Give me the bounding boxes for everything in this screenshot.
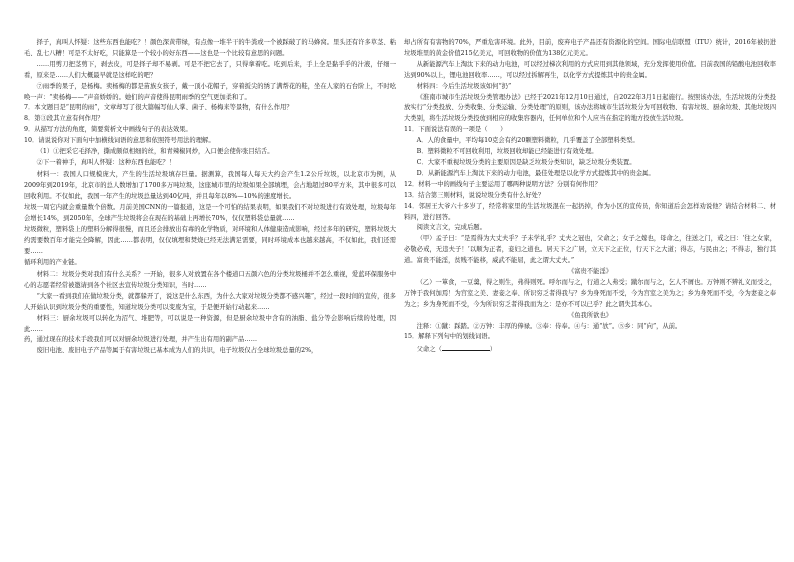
- material-4-paragraph: 《淮南市城市生活垃圾分类管理办法》已经于2021年12月10日通过，自2022年3月1日起施行。按照该办法，生活垃圾的分类投放实行“分类投放、分类收集、分类运输、分类处理”的原则，该办法将城市生活垃圾分为可回收物、有害垃圾、厨余垃圾、其他垃圾四大类别，将生活垃圾分类投放到相应的收集容器内，任何单位和个人应当在指定的地方投放生活垃圾。: [404, 93, 776, 123]
- question-14: 14．邻居王大爷六十多岁了，经常将家里的生活垃圾混在一起扔掉，作为小区的宣传员，你知道后会怎样劝说他？请结合材料二、材料四，进行回答。: [404, 202, 776, 221]
- material-1-paragraph: 材料一：我国人口规模庞大，产生的生活垃圾填存巨量。据测算，我国每人每天大约会产生1.2公斤垃圾，以北京市为例，从2009年到2019年，北京市的总人数增加了1700多万吨垃圾，这座城市里的垃圾如果全部填埋，会占地超过80平方米，其中很多可以回收利用。不仅如此，我国一年产生的垃圾总量达到40亿吨，并且每年以8%—10%的速度增长。: [24, 171, 396, 201]
- option-a: A．人的食量中，平均每10克会有约20颗塑料微粒，几乎覆盖了全部塑料类型。: [416, 137, 639, 145]
- classical-text-jia: （甲）孟子曰：“是焉得为大丈夫乎？子未学礼乎？丈夫之冠也，父命之；女子之嫁也，母命之，往送之门，戒之曰：‘往之女家，必敬必戒，无违夫子！’以顺为正者，妾妇之道也。居天下之广居，立天下之正位，行天下之大道；得志，与民由之；不得志，独行其道。富贵不能淫，贫贱不能移，威武不能屈，此之谓大丈夫。”: [404, 235, 776, 265]
- material-1-paragraph: 循环利用的产业链。: [24, 258, 81, 266]
- passage-paragraph: ……用剪刀把茎剪下，剥去皮，可是择子却不易剥。可是不把它去了，只得拿着吃。吃到后来，手上全是黏乎乎的汁液，仔细一看，原来是……人们大概最早就是这样吃的吧？: [24, 60, 396, 79]
- material-3-paragraph: 材料三：厨余垃圾可以转化为沼气、堆肥等，可以说是一种资源，但是厨余垃圾中含有的油脂、盐分等会影响后续的处理，因此……: [24, 314, 396, 333]
- right-column: [404, 38, 776, 356]
- option-b: B．塑料微粒不可回收利用，垃圾回收却能已经能进行有效处理。: [416, 148, 598, 156]
- passage-paragraph: 择子，真叫人怀疑：这些东西也能吃？！颜色深黄带绿，有点像一堆半干的牛粪或一个被踩破了的马蜂窝。里头还有许多草茎、粘毛、乱七八糟！可是不太好吃，只能算是一个较小的好东西——这也是一个比较有意思的问题。: [24, 39, 396, 57]
- question-10: 10．请说说你对下面句中加横线词语的意思和依照符号用法的理解。: [24, 137, 215, 145]
- left-column: [24, 38, 396, 357]
- option-c: C．大家不重视垃圾分类的主要原因是缺乏垃圾分类知识，缺乏垃圾分类装置。: [416, 158, 636, 166]
- question-13: 13．结合第三则材料，说说垃圾分类有什么好处？: [404, 191, 545, 199]
- material-3-paragraph: 却占所有有害物的70%，严重危害环境。此外，目前，废弃电子产品还有资源化的空间。国际电信联盟（ITU）统计，2016年被扔进垃圾堆里的黄金价值215亿美元，可回收物的价值为138亿元美元。: [404, 39, 776, 57]
- question-7: 7．本文题目是“昆明的雨”，文章却写了很大篇幅写仙人掌、菌子、杨梅来等景物，有什么作用？: [24, 104, 293, 112]
- classical-text-yi: （乙）一箪食，一豆羹，得之则生，弗得则死。呼尔而与之，行道之人弗受；蹴尔而与之，乞人不屑也。万钟则不辨礼义而受之，万钟于我何加焉！为宫室之美、妻妾之奉、所识穷乏者得我与？乡为身死而不受，今为宫室之美为之；乡为身死而不受，今为妻妾之奉为之；乡为身死而不受，今为所识穷乏者得我而为之：是亦不可以已乎？此之谓失其本心。: [404, 278, 776, 308]
- option-d: D．从新能源汽车上淘汰下来的动力电池，最佳处理是以化学方式提炼其中的贵金属。: [416, 169, 655, 177]
- material-2-paragraph: 材料二：垃圾分类对我们有什么关系？一开始，很多人对放置在各个楼道口五颜六色的分类垃圾桶并不怎么重视，爱蓝环保服务中心的志愿者经常被邀请到各个社区去宣传垃圾分类知识，当时……: [24, 271, 396, 289]
- question-11: 11．下面说法有误的一项是（ ）: [404, 126, 507, 134]
- passage-paragraph: ⑦雨季的果子，是杨梅。卖杨梅的都是苗族女孩子，戴一顶小花帽子，穿着扳尖的绣了满帮花的鞋，坐在人家的石台阶上，不时吆唤一声：“卖杨梅——”声音娇娇的。她们的声音使得昆明雨季的空气更加柔和了。: [24, 82, 396, 101]
- material-1-paragraph: 垃圾微粒，塑料袋上的塑料分解得很慢，而且还会排放出有毒的化学物质，对环境和人体健康造成影响，经过多年的研究，塑料垃圾大约需要数百年才能完全降解，因此……都表明，仅仅填埋和焚烧已经无法满足需要，同时环境成本也越来越高，不仅如此，我们还需要……: [24, 225, 396, 255]
- question-15-item-1: 父命之（ ）: [404, 343, 776, 356]
- question-12: 12．材料一中的画线句子主要运用了哪两种说明方法？分别有何作用？: [404, 180, 601, 188]
- annotations: 注释：①蹴：踩踏。②万钟：丰厚的俸禄。③奉：侍奉。④与：通“欤”。⑤乡：同“向”，从前。: [416, 322, 682, 330]
- question-9: 9．从描写方法的角度，简要赏析文中画线句子的表达效果。: [24, 126, 192, 134]
- classical-source-yi: 《鱼我所欲也》: [567, 311, 613, 319]
- material-4-heading: 材料四：今后生活垃圾该如何“扔”: [416, 82, 512, 90]
- material-3-paragraph: 药，通过现在的技术手段我们可以对厨余垃圾进行处理，并产生出有用的副产品……: [24, 336, 257, 344]
- question-10-item-1: （1）①把采它毛择净，撕成颇似相细的丝，和青辣椒同炒，入口便会使你张目结舌。: [36, 148, 274, 156]
- question-15-item-1-text: 父命之（: [416, 346, 442, 354]
- classical-reading-heading: 阅读文言文，完成后题。: [416, 224, 486, 232]
- question-15: 15．解释下列句中的划线词语。: [404, 333, 494, 341]
- question-8: 8．第③段其立意有何作用？: [24, 115, 104, 123]
- question-10-item-2: ②下一着神手，真叫人怀疑：这种东西也能吃？！: [36, 158, 176, 166]
- material-1-paragraph: 垃圾一周它内就会重量数个倍数。月前美国CNN的一篇报道，这是一个可怕的结果表明，如果我们不对垃圾进行有效处理，垃圾每年会增长14%，到2050年，全球产生垃圾将会在现在的基础上再增长70%，仅仅塑料袋总量就……: [24, 204, 396, 222]
- answer-blank[interactable]: [442, 343, 490, 351]
- material-2-paragraph: “大家一看到我们在做垃圾分类，就都躲开了，说这是什么东西，为什么大家对垃圾分类都不感兴趣”，经过一段时间的宣传，很多人开始认识到垃圾分类的重要性，知道垃圾分类可以变废为宝，于是便开始行动起来……: [24, 292, 396, 311]
- material-3-paragraph: 废旧电池、废旧电子产品等属于有害垃圾已基本成为人们的共识，电子垃圾仅占全球垃圾总量的2%，: [36, 347, 318, 355]
- material-3-paragraph: 从新能源汽车上淘汰下来的动力电池，可以经过梯次利用的方式应用到其他领域，充分发挥使用价值。目前我国的铅酸电池回收率达到90%以上，锂电池回收率……，可以经过拆解再生，以化学方式提炼其中的贵金属。: [404, 60, 776, 79]
- classical-source-jia: 《富贵不能淫》: [567, 268, 613, 276]
